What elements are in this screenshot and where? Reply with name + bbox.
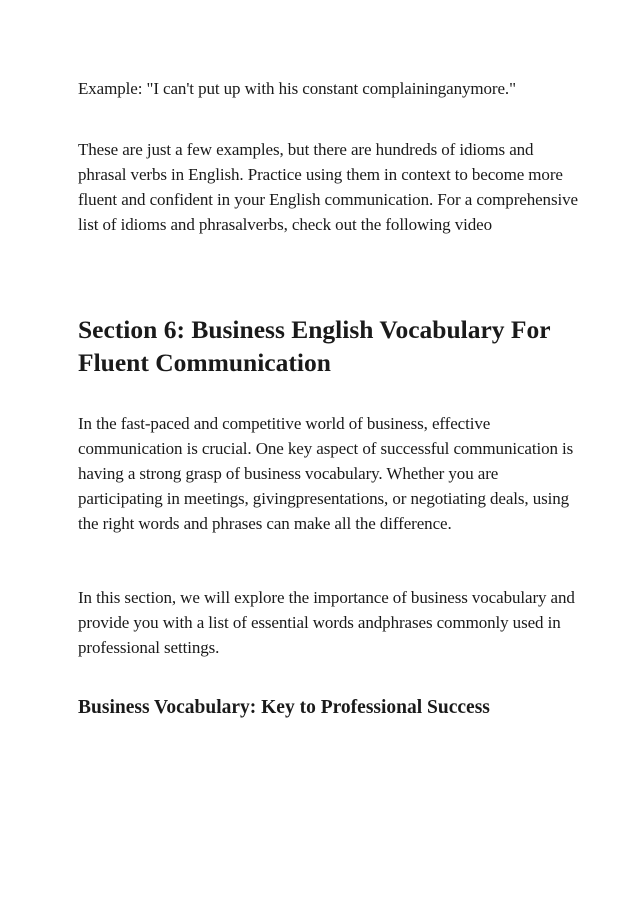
idioms-paragraph: These are just a few examples, but there are hundreds of idioms and phrasal verbs in English. Practice using them in context to become more fluent and confident in your English communication. For a comprehensive list of idioms and phrasalverbs, check out the following video — [78, 140, 578, 234]
explore-paragraph: In this section, we will explore the importance of business vocabulary and provide you with a list of essential words andphrases commonly used in professional settings. — [78, 588, 575, 657]
example-paragraph: Example: "I can't put up with his constant complaininganymore." — [78, 79, 516, 98]
intro-paragraph: In the fast-paced and competitive world of business, effective communication is crucial. One key aspect of successful communication is having a strong grasp of business vocabulary. Whether you are participating in meetings, givingpresentations, or negotiating deals, using the right words and phrases can make all the difference. — [78, 414, 574, 533]
section-heading: Section 6: Business English Vocabulary For Fluent Communication — [78, 315, 551, 377]
subheading: Business Vocabulary: Key to Professional Success — [78, 697, 490, 718]
